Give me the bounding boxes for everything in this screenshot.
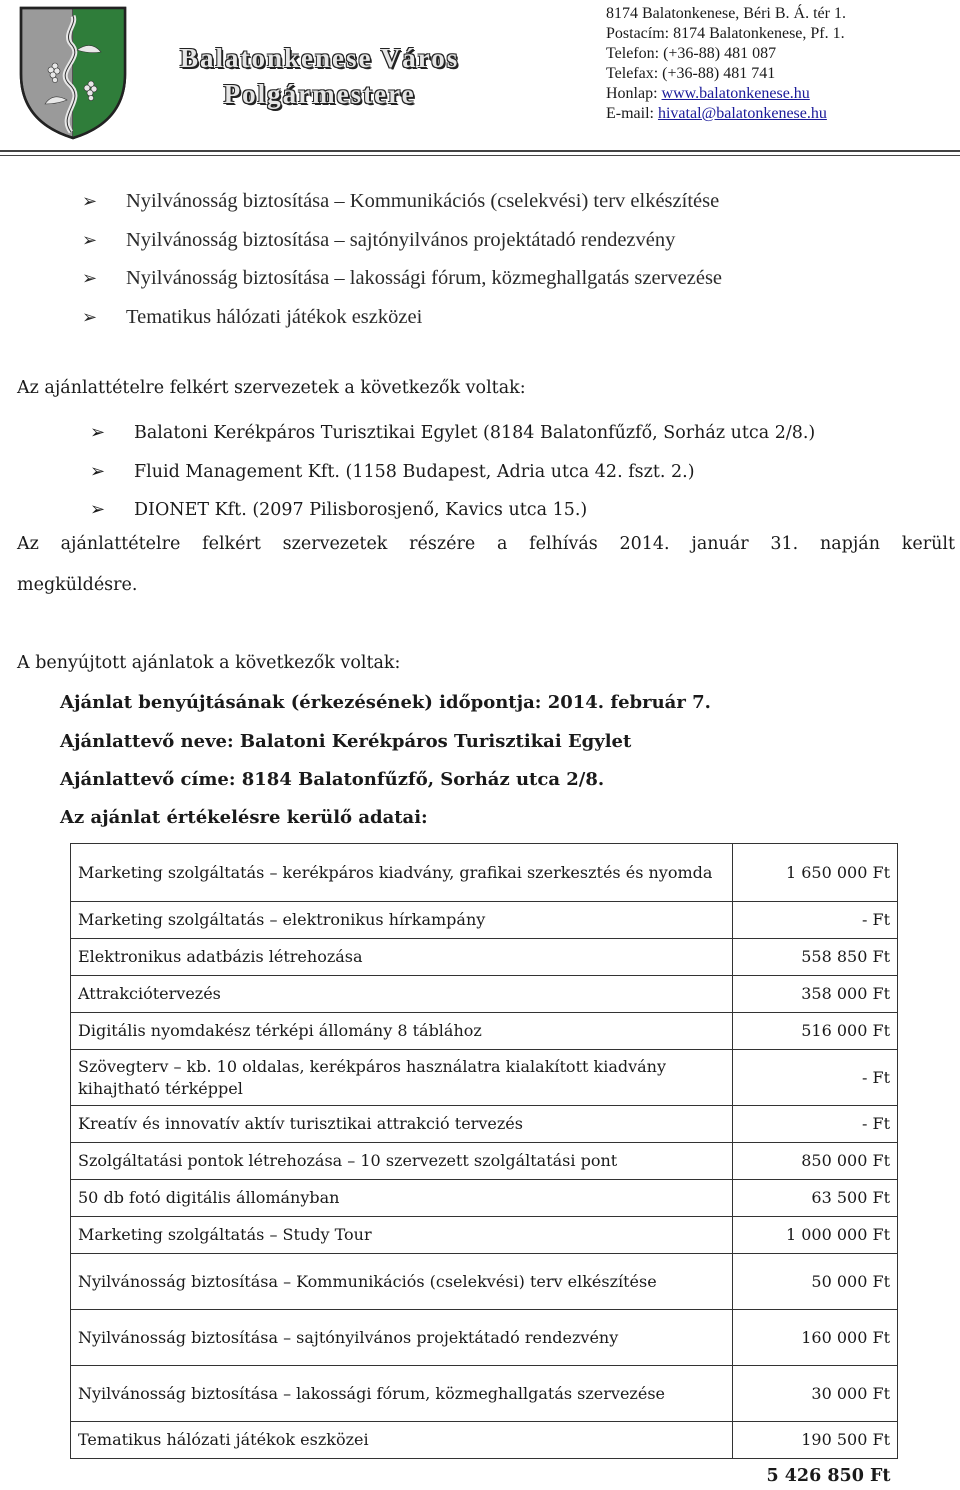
offers-intro: A benyújtott ajánlatok a következők voltak:: [17, 653, 401, 673]
table-row: [71, 1310, 898, 1366]
item-cell: 50 db fotó digitális állományban: [71, 1180, 733, 1217]
amount-cell: - Ft: [733, 1106, 898, 1143]
org-name-line1: Balatonkenese Város: [180, 43, 460, 73]
table-row: [71, 1254, 898, 1310]
item-cell: Szolgáltatási pontok létrehozása – 10 szervezett szolgáltatási pont: [71, 1143, 733, 1180]
amount-cell: 358 000 Ft: [733, 976, 898, 1013]
item-cell: Elektronikus adatbázis létrehozása: [71, 939, 733, 976]
sent-paragraph-line1: Az ajánlattételre felkért szervezetek részére a felhívás 2014. január 31. napján került: [17, 534, 955, 554]
table-row: [71, 939, 898, 976]
evaluation-heading: Az ajánlat értékelésre kerülő adatai:: [60, 807, 428, 828]
website-link[interactable]: www.balatonkenese.hu: [661, 85, 810, 102]
invited-org-list: [90, 414, 815, 530]
fax: Telefax: (+36-88) 481 741: [606, 65, 776, 82]
amount-cell: 30 000 Ft: [733, 1366, 898, 1422]
table-row: [71, 1422, 898, 1459]
bidder-name: Ajánlattevő neve: Balatoni Kerékpáros Turisztikai Egylet: [60, 731, 632, 752]
header-divider: [0, 150, 960, 152]
arrow-bullet-icon: ➢: [82, 229, 98, 250]
amount-cell: 63 500 Ft: [733, 1180, 898, 1217]
service-list: [82, 182, 722, 336]
phone: Telefon: (+36-88) 481 087: [606, 45, 777, 62]
item-cell: Digitális nyomdakész térképi állomány 8 táblához: [71, 1013, 733, 1050]
postal-address: Postacím: 8174 Balatonkenese, Pf. 1.: [606, 25, 845, 42]
offer-date: Ajánlat benyújtásának (érkezésének) időpontja: 2014. február 7.: [60, 692, 711, 713]
arrow-bullet-icon: ➢: [82, 306, 98, 327]
table-row: [71, 976, 898, 1013]
arrow-bullet-icon: ➢: [90, 499, 106, 520]
arrow-bullet-icon: ➢: [82, 268, 98, 288]
arrow-bullet-icon: ➢: [90, 460, 106, 482]
email-link[interactable]: hivatal@balatonkenese.hu: [657, 105, 827, 122]
arrow-bullet-icon: ➢: [90, 422, 106, 443]
list-item: ➢ Tematikus hálózati játékok eszközei: [82, 298, 722, 337]
list-item: ➢ Nyilvánosság biztosítása – sajtónyilvános projektátadó rendezvény: [82, 221, 722, 260]
item-cell: Attrakciótervezés: [71, 976, 733, 1013]
item-cell: Szövegterv – kb. 10 oldalas, kerékpáros használatra kialakított kiadvány kihajtható térképpel: [71, 1050, 733, 1106]
item-cell: Nyilvánosság biztosítása – sajtónyilvános projektátadó rendezvény: [71, 1310, 733, 1366]
amount-cell: - Ft: [733, 902, 898, 939]
website-label: Honlap:: [606, 85, 662, 102]
email-row: [606, 104, 846, 124]
item-cell: Marketing szolgáltatás – Study Tour: [71, 1217, 733, 1254]
bidder-address: Ajánlattevő címe: 8184 Balatonfűzfő, Sorház utca 2/8.: [60, 769, 605, 790]
arrow-bullet-icon: ➢: [82, 191, 98, 211]
amount-cell: 1 650 000 Ft: [733, 844, 898, 902]
list-item: ➢ Balatoni Kerékpáros Turisztikai Egylet (8184 Balatonfűzfő, Sorház utca 2/8.): [90, 414, 815, 453]
address: 8174 Balatonkenese, Béri B. Á. tér 1.: [606, 5, 846, 22]
table-row: [71, 1180, 898, 1217]
org-name-line2: Polgármestere: [223, 79, 416, 109]
total-row: [71, 1459, 898, 1490]
table-row: [71, 844, 898, 902]
item-cell: Kreatív és innovatív aktív turisztikai attrakció tervezés: [71, 1106, 733, 1143]
table-row: [71, 1106, 898, 1143]
amount-cell: 160 000 Ft: [733, 1310, 898, 1366]
list-item: ➢ Nyilvánosság biztosítása – Kommunikációs (cselekvési) terv elkészítése: [82, 182, 722, 221]
item-cell: Marketing szolgáltatás – kerékpáros kiadvány, grafikai szerkesztés és nyomda: [71, 844, 733, 902]
item-cell: Marketing szolgáltatás – elektronikus hírkampány: [71, 902, 733, 939]
table-row: [71, 1366, 898, 1422]
header-divider-thin: [0, 155, 960, 156]
sent-paragraph-line2: megküldésre.: [17, 575, 138, 595]
amount-cell: 50 000 Ft: [733, 1254, 898, 1310]
table-row: [71, 1143, 898, 1180]
contact-block: [606, 4, 846, 124]
table-row: [71, 1013, 898, 1050]
item-cell: Nyilvánosság biztosítása – Kommunikációs (cselekvési) terv elkészítése: [71, 1254, 733, 1310]
email-label: E-mail:: [606, 105, 658, 122]
table-row: [71, 1050, 898, 1106]
amount-cell: 558 850 Ft: [733, 939, 898, 976]
amount-cell: - Ft: [733, 1050, 898, 1106]
offer-table: [70, 843, 898, 1489]
amount-cell: 190 500 Ft: [733, 1422, 898, 1459]
amount-cell: 1 000 000 Ft: [733, 1217, 898, 1254]
table-row: [71, 902, 898, 939]
amount-cell: 850 000 Ft: [733, 1143, 898, 1180]
invited-intro: Az ajánlattételre felkért szervezetek a következők voltak:: [17, 378, 526, 398]
list-item: ➢ Fluid Management Kft. (1158 Budapest, Adria utca 42. fszt. 2.): [90, 453, 815, 492]
list-item: ➢ Nyilvánosság biztosítása – lakossági fórum, közmeghallgatás szervezése: [82, 259, 722, 298]
website-row: [606, 84, 846, 104]
list-item: ➢ DIONET Kft. (2097 Pilisborosjenő, Kavics utca 15.): [90, 491, 815, 530]
letterhead: [0, 0, 960, 152]
amount-cell: 516 000 Ft: [733, 1013, 898, 1050]
item-cell: Nyilvánosság biztosítása – lakossági fórum, közmeghallgatás szervezése: [71, 1366, 733, 1422]
total-amount: 5 426 850 Ft: [766, 1466, 891, 1486]
table-row: [71, 1217, 898, 1254]
item-cell: Tematikus hálózati játékok eszközei: [71, 1422, 733, 1459]
coat-of-arms-icon: [17, 4, 129, 142]
organization-name: [180, 40, 459, 112]
